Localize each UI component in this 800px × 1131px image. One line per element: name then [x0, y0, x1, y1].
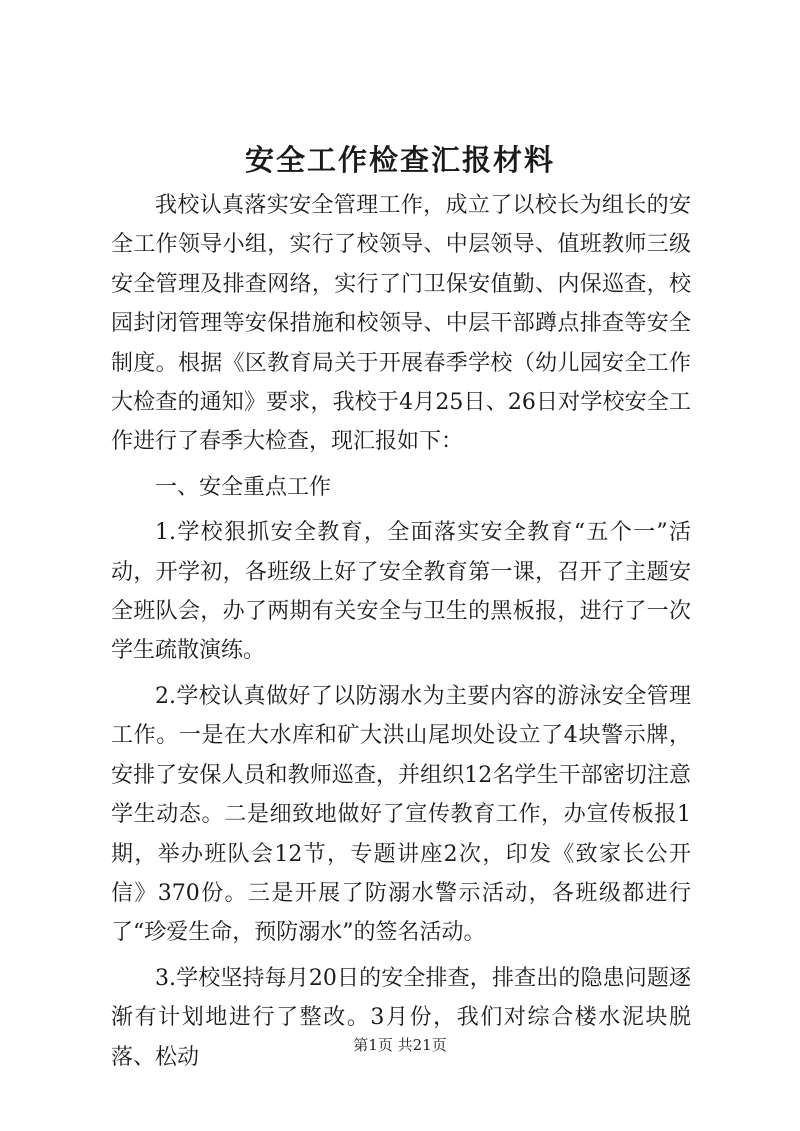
page-footer: 第1页 共21页 — [353, 1036, 447, 1054]
document-title: 安全工作检查汇报材料 — [244, 143, 555, 177]
paragraph-item-1: 1.学校狠抓安全教育，全面落实安全教育“五个一”活动，开学初，各班级上好了安全教育第一课，召开了主题安全班队会，办了两期有关安全与卫生的黑板报，进行了一次学生疏散演练。 — [111, 520, 691, 664]
document-body — [111, 186, 691, 1077]
section-heading: 一、安全重点工作 — [155, 474, 332, 500]
paragraph-item-3: 3.学校坚持每月20日的安全排查，排查出的隐患问题逐渐有计划地进行了整改。3月份，我们对综合楼水泥块脱落、松动 — [111, 965, 691, 1070]
paragraph-intro: 我校认真落实安全管理工作，成立了以校长为组长的安全工作领导小组，实行了校领导、中层领导、值班教师三级安全管理及排查网络，实行了门卫保安值勤、内保巡查，校园封闭管理等安保措施和校领导、中层干部蹲点排查等安全制度。根据《区教育局关于开展春季学校（幼儿园安全工作大检查的通知》要求，我校于4月25日、26日对学校安全工作进行了春季大检查，现汇报如下： — [111, 193, 691, 455]
paragraph-item-2: 2.学校认真做好了以防溺水为主要内容的游泳安全管理工作。一是在大水库和矿大洪山尾坝处设立了4块警示牌，安排了安保人员和教师巡查，并组织12名学生干部密切注意学生动态。二是细致地做好了宣传教育工作，办宣传板报1期，举办班队会12节，专题讲座2次，印发《致家长公开信》370份。三是开展了防溺水警示活动，各班级都进行了“珍爱生命，预防溺水”的签名活动。 — [111, 683, 691, 946]
